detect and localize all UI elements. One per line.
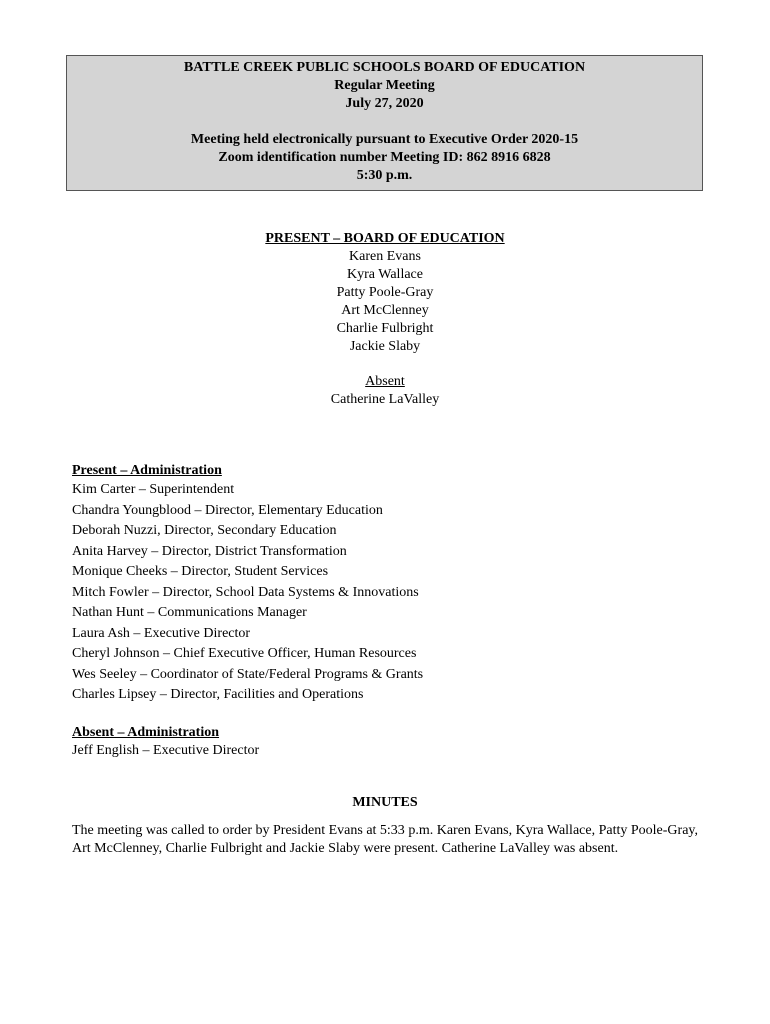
present-admin-section (72, 462, 423, 706)
admin-member: Kim Carter – Superintendent (72, 482, 235, 497)
absent-admin-member: Jeff English – Executive Director (72, 743, 260, 758)
meeting-type: Regular Meeting (334, 78, 435, 93)
board-member: Kyra Wallace (347, 267, 423, 282)
admin-member: Wes Seeley – Coordinator of State/Federal Programs & Grants (72, 666, 424, 682)
admin-member: Laura Ash – Executive Director (72, 625, 251, 641)
absent-board-section (0, 373, 770, 409)
board-member: Karen Evans (349, 249, 421, 264)
admin-member: Charles Lipsey – Director, Facilities and Operations (72, 687, 364, 702)
meeting-date: July 27, 2020 (345, 96, 424, 111)
zoom-meeting-id: Zoom identification number Meeting ID: 862 8916 6828 (218, 150, 551, 165)
present-board-heading: PRESENT – BOARD OF EDUCATION (265, 231, 505, 246)
board-member: Patty Poole-Gray (336, 285, 434, 300)
meeting-format-note: Meeting held electronically pursuant to Executive Order 2020-15 (190, 132, 579, 147)
admin-member: Cheryl Johnson – Chief Executive Officer, Human Resources (72, 646, 417, 661)
board-member: Jackie Slaby (349, 339, 421, 354)
absent-board-member: Catherine LaValley (330, 392, 440, 407)
admin-member: Nathan Hunt – Communications Manager (72, 605, 307, 620)
board-member: Art McClenney (341, 303, 429, 318)
header-spacer (67, 113, 702, 131)
meeting-header-box (66, 55, 703, 191)
minutes-paragraph: The meeting was called to order by President Evans at 5:33 p.m. Karen Evans, Kyra Wallace, Patty Poole-Gray, Art McClenney, Charlie Fulbright and Jackie Slaby were present. Catherine LaValley was absent. (72, 823, 698, 856)
absent-board-heading: Absent (365, 374, 405, 389)
board-member: Charlie Fulbright (336, 321, 434, 336)
minutes-heading: MINUTES (352, 795, 418, 810)
admin-member: Anita Harvey – Director, District Transformation (72, 543, 347, 559)
absent-admin-heading: Absent – Administration (72, 725, 220, 740)
document-title: BATTLE CREEK PUBLIC SCHOOLS BOARD OF EDUCATION (183, 60, 586, 75)
admin-member: Monique Cheeks – Director, Student Services (72, 564, 329, 579)
present-admin-heading: Present – Administration (72, 463, 222, 478)
admin-member: Mitch Fowler – Director, School Data Systems & Innovations (72, 584, 419, 600)
meeting-time: 5:30 p.m. (356, 168, 413, 183)
present-board-section (0, 230, 770, 356)
admin-member: Deborah Nuzzi, Director, Secondary Education (72, 523, 337, 538)
absent-admin-section (72, 724, 259, 760)
admin-member: Chandra Youngblood – Director, Elementary Education (72, 502, 383, 518)
